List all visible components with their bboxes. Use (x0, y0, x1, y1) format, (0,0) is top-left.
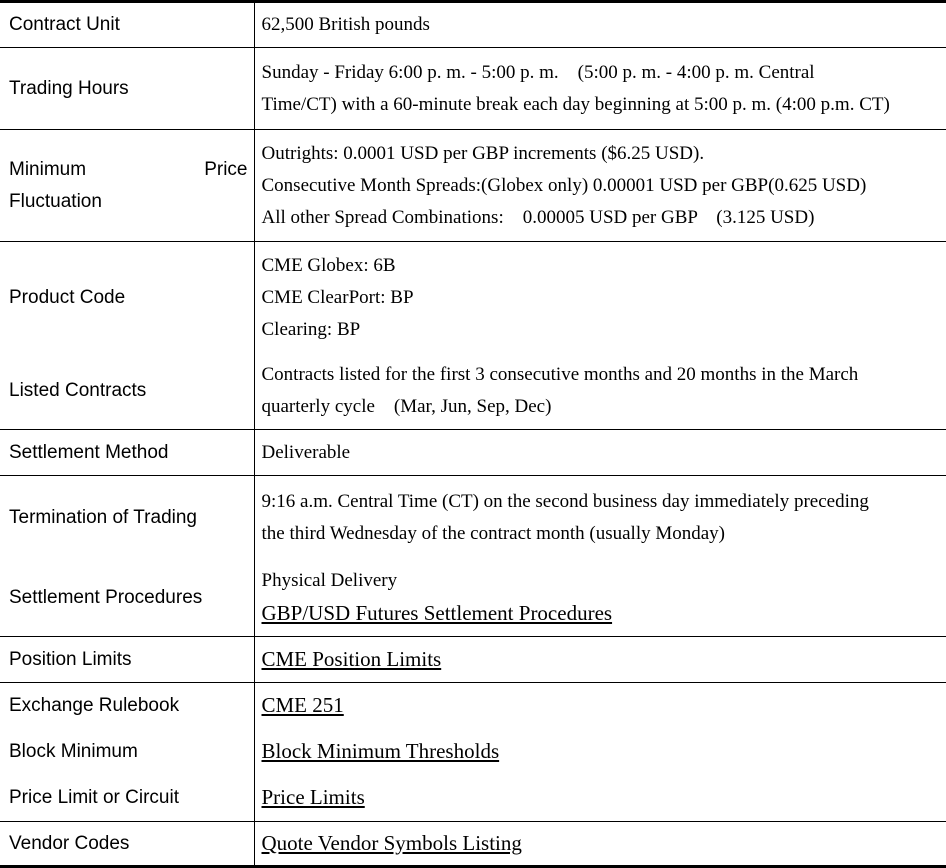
row-value (254, 430, 946, 476)
value-line: the third Wednesday of the contract month (usually Monday) (262, 518, 946, 550)
row-value (254, 730, 946, 775)
row-minimum-price-fluctuation (0, 130, 946, 242)
row-price-limit (0, 775, 946, 822)
value-line: Time/CT) with a 60-minute break each day beginning at 5:00 p. m. (4:00 p.m. CT) (262, 89, 946, 121)
value-line: Consecutive Month Spreads:(Globex only) 0.00001 USD per GBP(0.625 USD) (262, 170, 946, 202)
value-line: 62,500 British pounds (262, 9, 946, 41)
row-value (254, 2, 946, 48)
row-label-part: Minimum (9, 154, 86, 186)
row-label: Product Code (0, 242, 254, 354)
value-line: Outrights: 0.0001 USD per GBP increments ($6.25 USD). (262, 138, 946, 170)
row-value (254, 637, 946, 683)
row-label: Exchange Rulebook (0, 683, 254, 730)
row-label: Termination of Trading (0, 476, 254, 560)
row-value (254, 560, 946, 637)
settlement-procedures-link[interactable]: GBP/USD Futures Settlement Procedures (262, 601, 613, 625)
row-label: Listed Contracts (0, 354, 254, 430)
row-value (254, 48, 946, 130)
row-label-part: Fluctuation (9, 186, 248, 218)
row-label: Block Minimum (0, 730, 254, 775)
row-value (254, 775, 946, 822)
row-product-code (0, 242, 946, 354)
row-value (254, 242, 946, 354)
value-line: 9:16 a.m. Central Time (CT) on the second business day immediately preceding (262, 486, 946, 518)
row-value (254, 822, 946, 867)
row-value (254, 476, 946, 560)
row-label: Price Limit or Circuit (0, 775, 254, 822)
price-limits-link[interactable]: Price Limits (262, 785, 365, 809)
row-position-limits (0, 637, 946, 683)
value-line: Clearing: BP (262, 314, 946, 346)
row-listed-contracts (0, 354, 946, 430)
position-limits-link[interactable]: CME Position Limits (262, 647, 442, 671)
row-label-part: Price (204, 154, 247, 186)
value-line: quarterly cycle (Mar, Jun, Sep, Dec) (262, 391, 946, 423)
value-line: CME Globex: 6B (262, 250, 946, 282)
row-settlement-procedures (0, 560, 946, 637)
row-trading-hours (0, 48, 946, 130)
value-line: Physical Delivery (262, 565, 946, 597)
row-value (254, 354, 946, 430)
row-label (0, 130, 254, 242)
row-value (254, 683, 946, 730)
row-vendor-codes (0, 822, 946, 867)
row-label: Trading Hours (0, 48, 254, 130)
value-line: CME ClearPort: BP (262, 282, 946, 314)
row-label: Vendor Codes (0, 822, 254, 867)
row-settlement-method (0, 430, 946, 476)
row-label: Contract Unit (0, 2, 254, 48)
row-label: Settlement Method (0, 430, 254, 476)
value-line: Sunday - Friday 6:00 p. m. - 5:00 p. m. (5:00 p. m. - 4:00 p. m. Central (262, 57, 946, 89)
vendor-symbols-link[interactable]: Quote Vendor Symbols Listing (262, 831, 522, 855)
row-label: Settlement Procedures (0, 560, 254, 637)
value-line: All other Spread Combinations: 0.00005 USD per GBP (3.125 USD) (262, 202, 946, 234)
row-termination-of-trading (0, 476, 946, 560)
exchange-rulebook-link[interactable]: CME 251 (262, 693, 344, 717)
value-line: Deliverable (262, 437, 946, 469)
value-line: Contracts listed for the first 3 consecutive months and 20 months in the March (262, 359, 946, 391)
row-label: Position Limits (0, 637, 254, 683)
row-block-minimum (0, 730, 946, 775)
row-value (254, 130, 946, 242)
block-minimum-link[interactable]: Block Minimum Thresholds (262, 739, 500, 763)
row-contract-unit (0, 2, 946, 48)
row-exchange-rulebook (0, 683, 946, 730)
